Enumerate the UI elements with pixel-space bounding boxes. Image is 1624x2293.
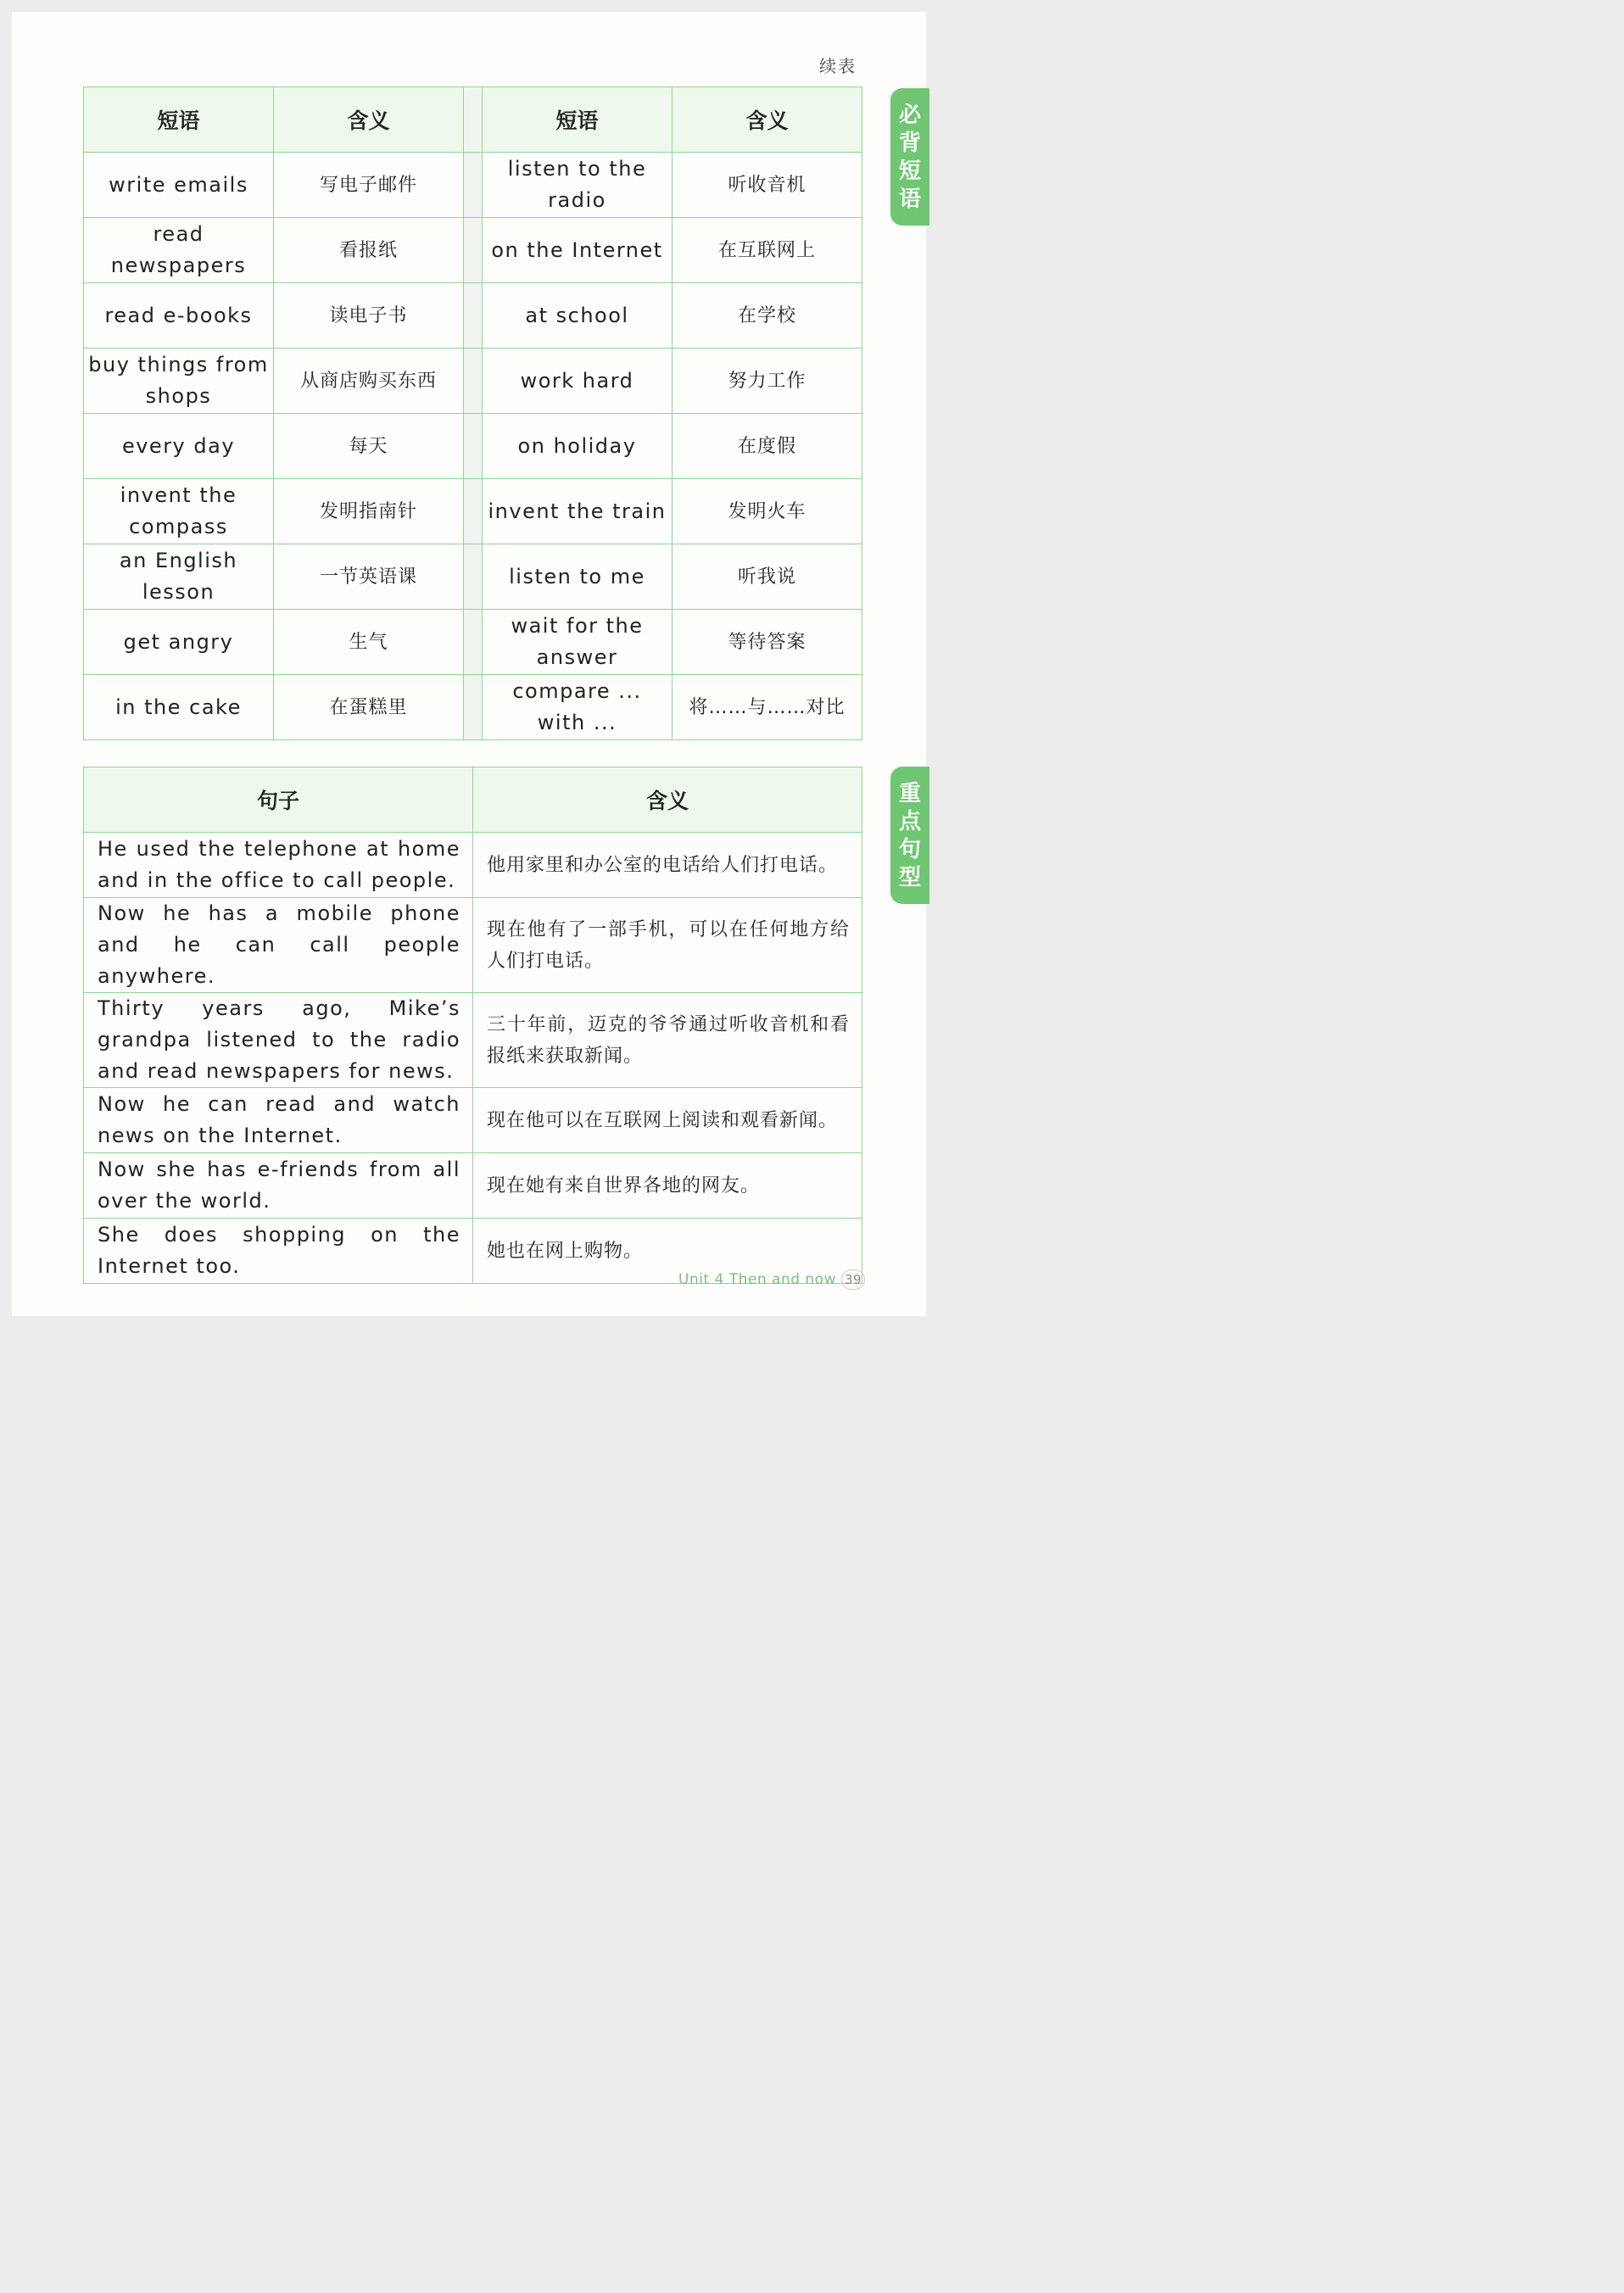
side-tab-char: 必 [898,103,921,128]
sentence-meaning-cell: 三十年前，迈克的爷爷通过听收音机和看报纸来获取新闻。 [473,993,862,1088]
sentence-cell: He used the telephone at home and in the office to call people. [84,833,473,898]
meaning-cell: 在度假 [672,414,862,479]
side-tab-sentences-label [890,780,929,892]
sentence-row [84,1153,862,1219]
page-footer [678,1269,865,1290]
phrase-cell: read e-books [84,283,274,349]
column-gap [464,218,483,283]
sentence-meaning-cell: 他用家里和办公室的电话给人们打电话。 [473,833,862,898]
phrase-cell: read newspapers [84,218,274,283]
sentence-cell: Now he can read and watch news on the Internet. [84,1088,473,1153]
phrase-cell: an English lesson [84,544,274,610]
meaning-cell: 发明火车 [672,479,862,544]
meaning-cell: 听我说 [672,544,862,610]
sentence-cell: Thirty years ago, Mike’s grandpa listened to the radio and read newspapers for news. [84,993,473,1088]
sentences-header-row [84,767,862,833]
sentence-meaning-cell: 现在她有来自世界各地的网友。 [473,1153,862,1219]
phrase-row [84,414,862,479]
sentence-row [84,1088,862,1153]
phrase-cell: at school [483,283,672,349]
header-sentence: 句子 [84,767,473,833]
side-tab-phrases-label [890,102,929,214]
side-tab-char: 重 [898,781,921,806]
phrase-cell: compare ... with ... [483,675,672,740]
phrase-row [84,153,862,218]
meaning-cell: 在蛋糕里 [274,675,464,740]
meaning-cell: 看报纸 [274,218,464,283]
sentence-row [84,993,862,1088]
page-number: 39 [841,1269,865,1290]
sentence-row [84,898,862,993]
meaning-cell: 在互联网上 [672,218,862,283]
phrase-row [84,544,862,610]
column-gap [464,87,483,153]
phrase-row [84,675,862,740]
meaning-cell: 一节英语课 [274,544,464,610]
phrases-header-row [84,87,862,153]
sentence-cell: She does shopping on the Internet too. [84,1219,473,1284]
side-tab-sentences [890,767,929,904]
side-tab-char: 点 [898,809,921,834]
header-phrase-right: 短语 [483,87,672,153]
side-tab-char: 句 [898,837,921,862]
phrase-row [84,349,862,414]
side-tab-phrases [890,88,929,226]
phrase-cell: in the cake [84,675,274,740]
side-tab-char: 短 [898,159,921,184]
sentences-table [83,767,862,1284]
column-gap [464,153,483,218]
phrase-row [84,610,862,675]
column-gap [464,610,483,675]
phrase-cell: wait for the answer [483,610,672,675]
header-meaning-right: 含义 [672,87,862,153]
phrase-cell: write emails [84,153,274,218]
header-phrase-left: 短语 [84,87,274,153]
column-gap [464,544,483,610]
sentence-row [84,833,862,898]
meaning-cell: 将……与……对比 [672,675,862,740]
phrases-table [83,86,862,740]
sentence-cell: Now she has e-friends from all over the world. [84,1153,473,1219]
column-gap [464,414,483,479]
column-gap [464,479,483,544]
side-tab-char: 型 [898,865,921,890]
sentence-cell: Now he has a mobile phone and he can call people anywhere. [84,898,473,993]
phrase-row [84,283,862,349]
meaning-cell: 发明指南针 [274,479,464,544]
phrase-cell: buy things from shops [84,349,274,414]
header-sentence-meaning: 含义 [473,767,862,833]
sentence-meaning-cell: 她也在网上购物。 [473,1219,862,1284]
meaning-cell: 读电子书 [274,283,464,349]
column-gap [464,283,483,349]
side-tab-char: 语 [898,187,921,212]
meaning-cell: 从商店购买东西 [274,349,464,414]
meaning-cell: 等待答案 [672,610,862,675]
column-gap [464,675,483,740]
phrase-cell: get angry [84,610,274,675]
phrase-cell: on the Internet [483,218,672,283]
unit-title: Unit 4 Then and now [678,1271,836,1288]
meaning-cell: 每天 [274,414,464,479]
meaning-cell: 努力工作 [672,349,862,414]
continued-label: 续表 [819,56,857,76]
column-gap [464,349,483,414]
sentence-meaning-cell: 现在他可以在互联网上阅读和观看新闻。 [473,1088,862,1153]
phrase-row [84,479,862,544]
phrase-cell: listen to the radio [483,153,672,218]
meaning-cell: 在学校 [672,283,862,349]
header-meaning-left: 含义 [274,87,464,153]
side-tab-char: 背 [898,131,921,156]
phrase-cell: invent the compass [84,479,274,544]
meaning-cell: 听收音机 [672,153,862,218]
sentence-meaning-cell: 现在他有了一部手机，可以在任何地方给人们打电话。 [473,898,862,993]
phrase-cell: invent the train [483,479,672,544]
phrase-cell: listen to me [483,544,672,610]
meaning-cell: 写电子邮件 [274,153,464,218]
phrase-cell: work hard [483,349,672,414]
phrase-cell: every day [84,414,274,479]
meaning-cell: 生气 [274,610,464,675]
phrase-cell: on holiday [483,414,672,479]
phrase-row [84,218,862,283]
